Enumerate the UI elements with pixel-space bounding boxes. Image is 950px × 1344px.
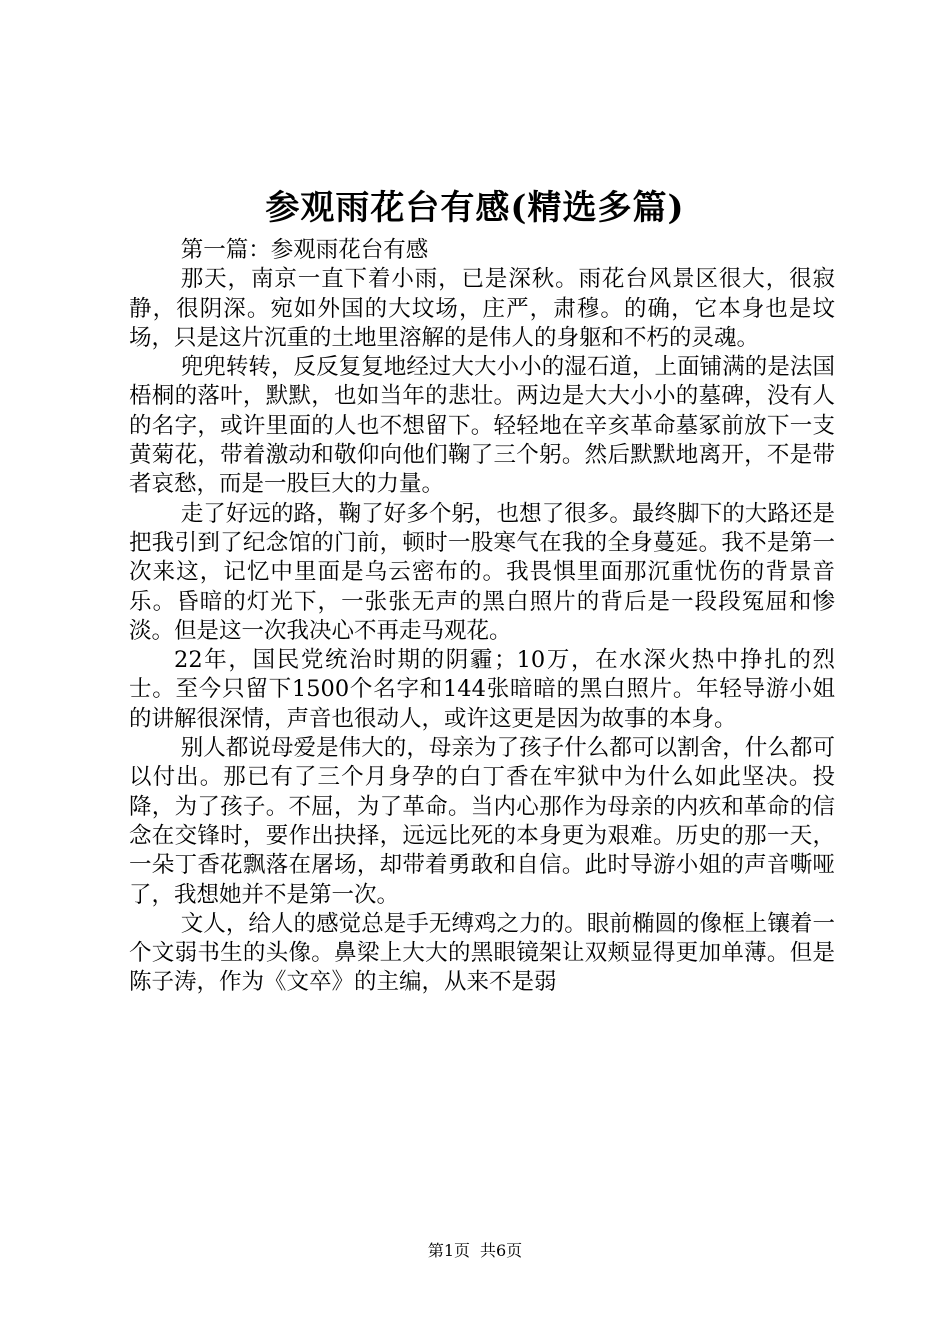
page-footer [0,1241,950,1261]
paragraph: 文人，给人的感觉总是手无缚鸡之力的。眼前椭圆的像框上镶着一个文弱书生的头像。鼻梁上大大的黑眼镜架让双颊显得更加单薄。但是陈子涛，作为《文卒》的主编，从来不是弱 [129,910,835,996]
section-heading: 第一篇：参观雨花台有感 [180,237,429,263]
page-number: 第1页 [427,1241,470,1260]
paragraph: 走了好远的路，鞠了好多个躬，也想了很多。最终脚下的大路还是把我引到了纪念馆的门前，顿时一股寒气在我的全身蔓延。我不是第一次来这，记忆中里面是乌云密布的。我畏惧里面那沉重忧伤的背景音乐。昏暗的灯光下，一张张无声的黑白照片的背后是一段段冤屈和惨淡。但是这一次我决心不再走马观花。 [129,500,835,644]
document-title: 参观雨花台有感(精选多篇) [265,188,685,228]
page-total: 共6页 [480,1241,523,1260]
paragraph: 那天，南京一直下着小雨，已是深秋。雨花台风景区很大，很寂静，很阴深。宛如外国的大坟场，庄严，肃穆。的确，它本身也是坟场，只是这片沉重的土地里溶解的是伟人的身躯和不朽的灵魂。 [129,266,835,351]
paragraph: 22年，国民党统治时期的阴霾；10万，在水深火热中挣扎的烈士。至今只留下1500个名字和144张暗暗的黑白照片。年轻导游小姐的讲解很深情，声音也很动人，或许这更是因为故事的本身。 [129,647,835,732]
paragraph: 兜兜转转，反反复复地经过大大小小的湿石道，上面铺满的是法国梧桐的落叶，默默，也如当年的悲壮。两边是大大小小的墓碑，没有人的名字，或许里面的人也不想留下。轻轻地在辛亥革命墓冢前放下一支黄菊花，带着激动和敬仰向他们鞠了三个躬。然后默默地离开，不是带者哀愁，而是一股巨大的力量。 [129,354,835,498]
document-body [129,236,835,998]
paragraph: 别人都说母爱是伟大的，母亲为了孩子什么都可以割舍，什么都可以付出。那已有了三个月身孕的白丁香在牢狱中为什么如此坚决。投降，为了孩子。不屈，为了革命。当内心那作为母亲的内疚和革命的信念在交锋时，要作出抉择，远远比死的本身更为艰难。历史的那一天，一朵丁香花飘落在屠场，却带着勇敢和自信。此时导游小姐的声音嘶哑了，我想她并不是第一次。 [129,735,835,908]
